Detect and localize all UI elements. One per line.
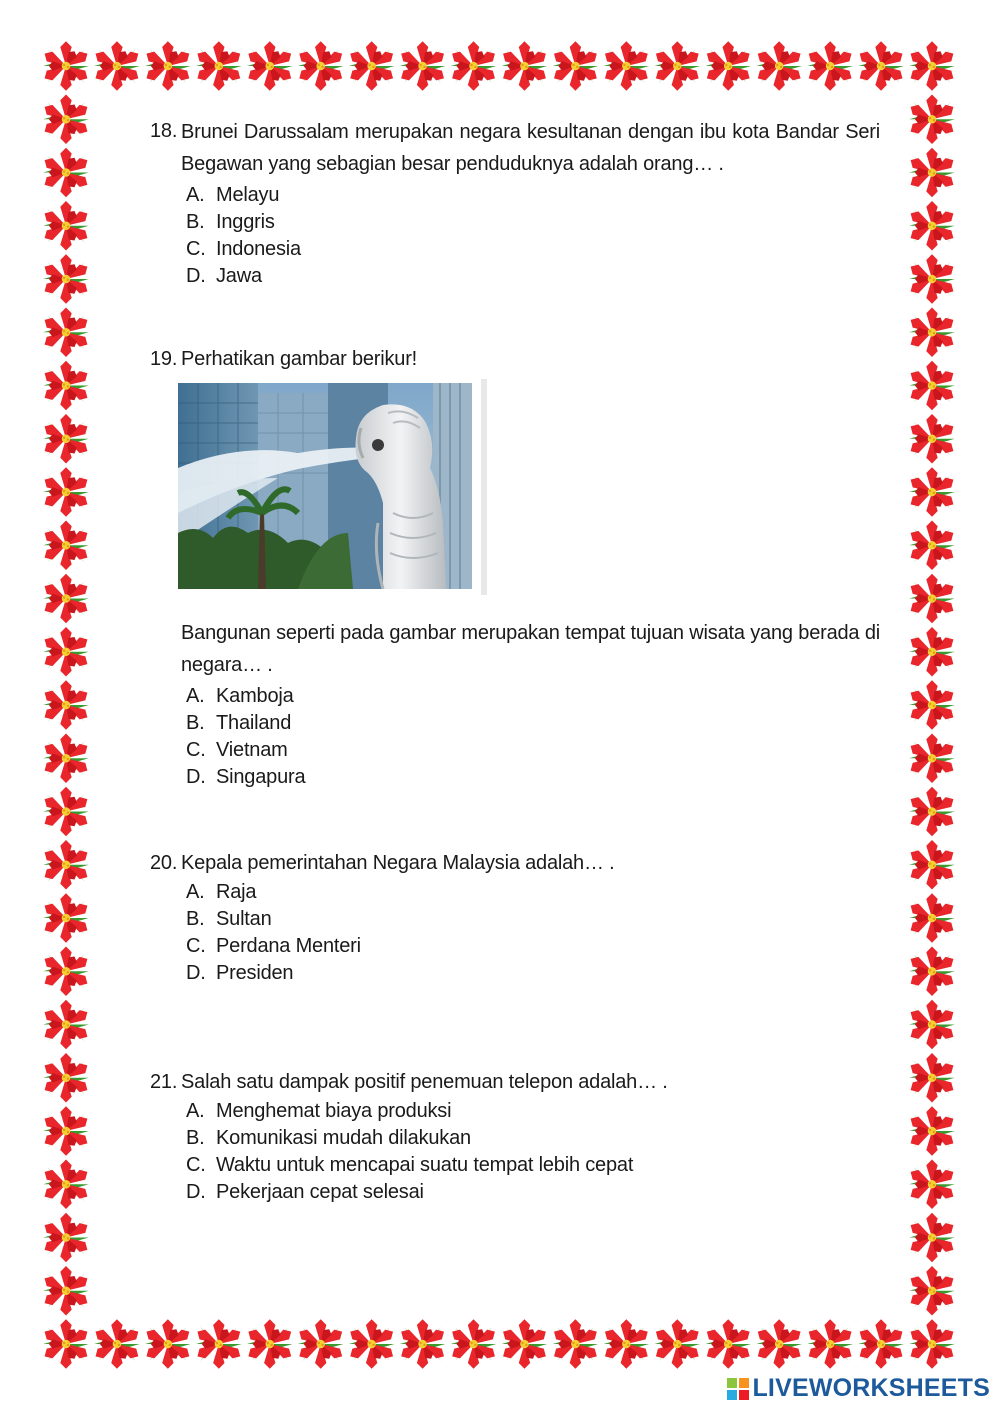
option-b[interactable] bbox=[186, 906, 880, 933]
poinsettia-flower-icon bbox=[398, 41, 446, 90]
poinsettia-flower-icon bbox=[908, 787, 956, 836]
option-letter: B. bbox=[186, 211, 205, 233]
poinsettia-flower-icon bbox=[246, 41, 294, 90]
poinsettia-flower-icon bbox=[42, 1053, 90, 1102]
question-text: Salah satu dampak positif penemuan telepon adalah… . bbox=[181, 1071, 668, 1093]
poinsettia-flower-icon bbox=[347, 41, 395, 90]
poinsettia-flower-icon bbox=[42, 627, 90, 676]
option-b[interactable] bbox=[186, 1125, 880, 1152]
question-21 bbox=[150, 1069, 880, 1206]
poinsettia-flower-icon bbox=[908, 947, 956, 996]
poinsettia-flower-icon bbox=[93, 41, 141, 90]
option-letter: D. bbox=[186, 766, 206, 788]
question-follow-up-text: Bangunan seperti pada gambar merupakan tempat tujuan wisata yang berada di negara… . bbox=[181, 622, 880, 676]
option-c[interactable] bbox=[186, 737, 880, 764]
poinsettia-flower-icon bbox=[908, 1160, 956, 1209]
poinsettia-flower-icon bbox=[908, 308, 956, 357]
option-letter: B. bbox=[186, 1127, 205, 1149]
poinsettia-flower-icon bbox=[42, 1160, 90, 1209]
question-19 bbox=[150, 346, 880, 791]
option-letter: C. bbox=[186, 1154, 206, 1176]
answer-options bbox=[186, 182, 880, 290]
poinsettia-flower-icon bbox=[296, 41, 344, 90]
poinsettia-flower-icon bbox=[908, 467, 956, 516]
option-text: Jawa bbox=[216, 265, 262, 287]
poinsettia-flower-icon bbox=[144, 41, 192, 90]
poinsettia-flower-icon bbox=[857, 41, 905, 90]
poinsettia-flower-icon bbox=[42, 574, 90, 623]
merlion-photo bbox=[178, 383, 490, 601]
poinsettia-flower-icon bbox=[42, 467, 90, 516]
poinsettia-flower-icon bbox=[500, 1319, 548, 1368]
question-text: Kepala pemerintahan Negara Malaysia adalah… . bbox=[181, 852, 615, 874]
poinsettia-flower-icon bbox=[42, 1106, 90, 1155]
option-c[interactable] bbox=[186, 236, 880, 263]
poinsettia-flower-icon bbox=[908, 680, 956, 729]
poinsettia-flower-icon bbox=[195, 1319, 243, 1368]
option-text: Thailand bbox=[216, 712, 292, 734]
option-text: Singapura bbox=[216, 766, 306, 788]
poinsettia-flower-icon bbox=[908, 734, 956, 783]
poinsettia-flower-icon bbox=[908, 95, 956, 144]
option-b[interactable] bbox=[186, 710, 880, 737]
question-20 bbox=[150, 850, 880, 987]
poinsettia-flower-icon bbox=[449, 1319, 497, 1368]
question-number: 20. bbox=[150, 852, 178, 874]
poinsettia-flower-icon bbox=[602, 1319, 650, 1368]
liveworksheets-logo[interactable] bbox=[727, 1374, 990, 1403]
poinsettia-flower-icon bbox=[500, 41, 548, 90]
question-number: 18. bbox=[150, 120, 178, 142]
poinsettia-flower-icon bbox=[908, 574, 956, 623]
option-letter: A. bbox=[186, 184, 205, 206]
option-text: Inggris bbox=[216, 211, 275, 233]
poinsettia-flower-icon bbox=[42, 308, 90, 357]
option-text: Raja bbox=[216, 881, 257, 903]
logo-text: LIVEWORKSHEETS bbox=[752, 1374, 990, 1402]
option-d[interactable] bbox=[186, 764, 880, 791]
option-letter: D. bbox=[186, 962, 206, 984]
answer-options bbox=[186, 1098, 880, 1206]
poinsettia-flower-icon bbox=[908, 414, 956, 463]
poinsettia-flower-icon bbox=[908, 1106, 956, 1155]
poinsettia-flower-icon bbox=[908, 893, 956, 942]
poinsettia-flower-icon bbox=[908, 1319, 956, 1368]
option-letter: B. bbox=[186, 712, 205, 734]
poinsettia-flower-icon bbox=[908, 361, 956, 410]
poinsettia-flower-icon bbox=[42, 1319, 90, 1368]
poinsettia-flower-icon bbox=[908, 840, 956, 889]
poinsettia-flower-icon bbox=[806, 41, 854, 90]
photo-shadow-edge bbox=[481, 379, 487, 595]
poinsettia-flower-icon bbox=[908, 1000, 956, 1049]
poinsettia-flower-icon bbox=[42, 893, 90, 942]
option-letter: A. bbox=[186, 1100, 205, 1122]
option-text: Melayu bbox=[216, 184, 280, 206]
poinsettia-flower-icon bbox=[704, 1319, 752, 1368]
poinsettia-flower-icon bbox=[551, 41, 599, 90]
poinsettia-flower-icon bbox=[908, 521, 956, 570]
poinsettia-flower-icon bbox=[908, 627, 956, 676]
option-letter: D. bbox=[186, 265, 206, 287]
poinsettia-flower-icon bbox=[42, 1000, 90, 1049]
poinsettia-flower-icon bbox=[42, 254, 90, 303]
poinsettia-flower-icon bbox=[42, 787, 90, 836]
answer-options bbox=[186, 683, 880, 791]
poinsettia-flower-icon bbox=[42, 148, 90, 197]
poinsettia-flower-icon bbox=[653, 1319, 701, 1368]
poinsettia-flower-icon bbox=[246, 1319, 294, 1368]
poinsettia-flower-icon bbox=[908, 1053, 956, 1102]
poinsettia-flower-icon bbox=[195, 41, 243, 90]
poinsettia-flower-icon bbox=[908, 148, 956, 197]
question-text: Brunei Darussalam merupakan negara kesultanan dengan ibu kota Bandar Seri Begawan yang sebagian besar penduduknya adalah orang… . bbox=[181, 121, 880, 175]
liveworksheets-logo-icon bbox=[727, 1378, 749, 1400]
poinsettia-flower-icon bbox=[42, 521, 90, 570]
poinsettia-flower-icon bbox=[806, 1319, 854, 1368]
poinsettia-flower-icon bbox=[42, 947, 90, 996]
poinsettia-flower-icon bbox=[42, 734, 90, 783]
poinsettia-flower-icon bbox=[42, 41, 90, 90]
option-letter: C. bbox=[186, 238, 206, 260]
poinsettia-flower-icon bbox=[704, 41, 752, 90]
option-d[interactable] bbox=[186, 960, 880, 987]
option-b[interactable] bbox=[186, 209, 880, 236]
poinsettia-flower-icon bbox=[908, 41, 956, 90]
poinsettia-flower-icon bbox=[42, 680, 90, 729]
poinsettia-flower-icon bbox=[42, 201, 90, 250]
poinsettia-flower-icon bbox=[42, 414, 90, 463]
option-letter: D. bbox=[186, 1181, 206, 1203]
question-number: 19. bbox=[150, 348, 178, 370]
question-number: 21. bbox=[150, 1071, 178, 1093]
option-text: Indonesia bbox=[216, 238, 301, 260]
poinsettia-flower-icon bbox=[551, 1319, 599, 1368]
poinsettia-flower-icon bbox=[42, 1266, 90, 1315]
option-letter: A. bbox=[186, 685, 205, 707]
option-d[interactable] bbox=[186, 1179, 880, 1206]
merlion-statue-photo-icon bbox=[178, 383, 472, 589]
option-letter: B. bbox=[186, 908, 205, 930]
option-c[interactable] bbox=[186, 933, 880, 960]
option-a[interactable] bbox=[186, 683, 880, 710]
poinsettia-flower-icon bbox=[144, 1319, 192, 1368]
option-text: Komunikasi mudah dilakukan bbox=[216, 1127, 471, 1149]
poinsettia-flower-icon bbox=[908, 254, 956, 303]
option-a[interactable] bbox=[186, 879, 880, 906]
option-letter: A. bbox=[186, 881, 205, 903]
option-letter: C. bbox=[186, 935, 206, 957]
poinsettia-flower-icon bbox=[398, 1319, 446, 1368]
poinsettia-flower-icon bbox=[347, 1319, 395, 1368]
question-text: Perhatikan gambar berikur! bbox=[181, 348, 418, 370]
poinsettia-flower-icon bbox=[93, 1319, 141, 1368]
option-text: Menghemat biaya produksi bbox=[216, 1100, 452, 1122]
poinsettia-flower-icon bbox=[42, 840, 90, 889]
poinsettia-flower-icon bbox=[42, 361, 90, 410]
poinsettia-flower-icon bbox=[42, 95, 90, 144]
poinsettia-flower-icon bbox=[908, 1266, 956, 1315]
option-text: Vietnam bbox=[216, 739, 288, 761]
poinsettia-flower-icon bbox=[449, 41, 497, 90]
option-text: Presiden bbox=[216, 962, 294, 984]
poinsettia-flower-icon bbox=[755, 1319, 803, 1368]
option-text: Sultan bbox=[216, 908, 272, 930]
answer-options bbox=[186, 879, 880, 987]
option-letter: C. bbox=[186, 739, 206, 761]
poinsettia-flower-icon bbox=[857, 1319, 905, 1368]
poinsettia-flower-icon bbox=[908, 1213, 956, 1262]
poinsettia-flower-icon bbox=[42, 1213, 90, 1262]
option-a[interactable] bbox=[186, 1098, 880, 1125]
poinsettia-flower-icon bbox=[908, 201, 956, 250]
poinsettia-flower-icon bbox=[755, 41, 803, 90]
poinsettia-flower-icon bbox=[296, 1319, 344, 1368]
poinsettia-flower-icon bbox=[653, 41, 701, 90]
option-text: Kamboja bbox=[216, 685, 294, 707]
option-text: Pekerjaan cepat selesai bbox=[216, 1181, 424, 1203]
option-text: Perdana Menteri bbox=[216, 935, 361, 957]
option-c[interactable] bbox=[186, 1152, 880, 1179]
option-text: Waktu untuk mencapai suatu tempat lebih cepat bbox=[216, 1154, 634, 1176]
option-d[interactable] bbox=[186, 263, 880, 290]
question-18 bbox=[150, 118, 880, 290]
poinsettia-flower-icon bbox=[602, 41, 650, 90]
option-a[interactable] bbox=[186, 182, 880, 209]
